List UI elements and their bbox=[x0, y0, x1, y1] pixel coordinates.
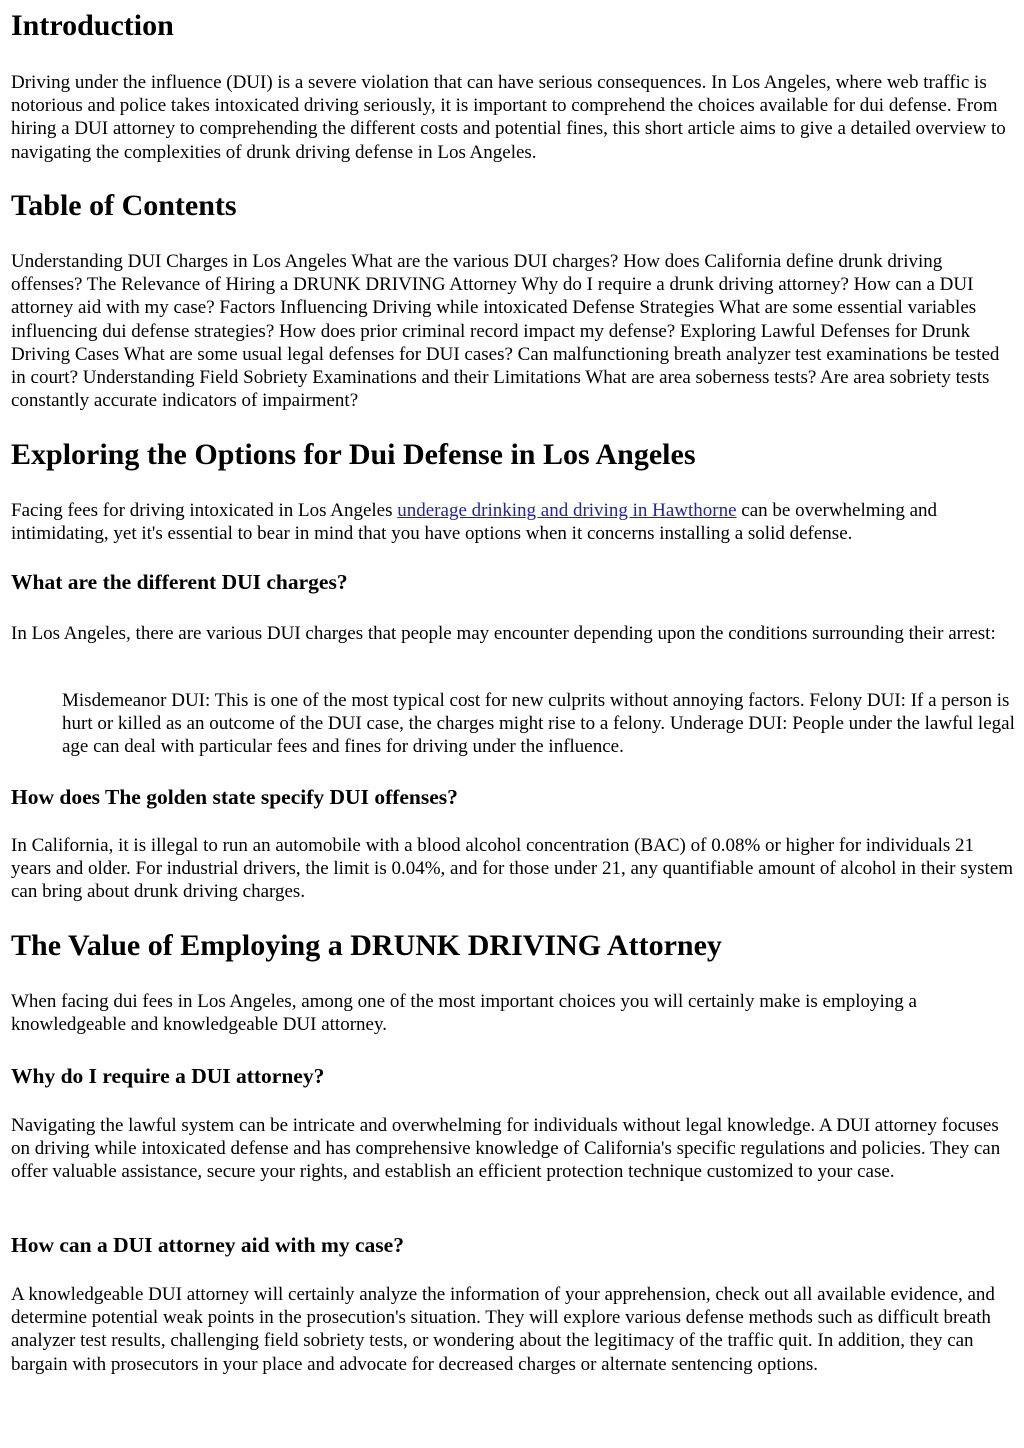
charges-quote: Misdemeanor DUI: This is one of the most typical cost for new culprits without annoying factors. Felony DUI: If a person is hurt or killed as an outcome of the DUI case, the charges might rise to a felony. Underage DUI: People under the lawful legal age can deal with particular fees and fines for driving under the influence. bbox=[62, 690, 1015, 758]
value-heading: The Value of Employing a DRUNK DRIVING Attorney bbox=[11, 929, 722, 962]
charges-paragraph: In Los Angeles, there are various DUI charges that people may encounter depending upon the conditions surrounding their arrest: bbox=[11, 623, 996, 644]
toc-paragraph: Understanding DUI Charges in Los Angeles What are the various DUI charges? How does California define drunk driving offenses? The Relevance of Hiring a DRUNK DRIVING Attorney Why do I require a drunk driving attorney? How can a DUI attorney aid with my case? Factors Influencing Driving while intoxicated Defense Strategies What are some essential variables influencing dui defense strategies? How does prior criminal record impact my defense? Exploring Lawful Defenses for Drunk Driving Cases What are some usual legal defenses for DUI cases? Can malfunctioning breath analyzer test examinations be tested in court? Understanding Field Sobriety Examinations and their Limitations What are area soberness tests? Are area sobriety tests constantly accurate indicators of impairment? bbox=[11, 251, 1000, 412]
hawthorne-link[interactable]: underage drinking and driving in Hawthorne bbox=[397, 500, 737, 521]
value-paragraph: When facing dui fees in Los Angeles, among one of the most important choices you will certainly make is employing a knowledgeable and knowledgeable DUI attorney. bbox=[11, 991, 917, 1036]
golden-state-heading: How does The golden state specify DUI offenses? bbox=[11, 785, 458, 809]
why-paragraph: Navigating the lawful system can be intricate and overwhelming for individuals without legal knowledge. A DUI attorney focuses on driving while intoxicated defense and has comprehensive knowledge of California's specific regulations and policies. They can offer valuable assistance, secure your rights, and establish an efficient protection technique customized to your case. bbox=[11, 1115, 1001, 1183]
toc-heading: Table of Contents bbox=[11, 189, 237, 222]
aid-heading: How can a DUI attorney aid with my case? bbox=[11, 1233, 404, 1257]
why-heading: Why do I require a DUI attorney? bbox=[11, 1064, 325, 1088]
options-text-before: Facing fees for driving intoxicated in Los Angeles bbox=[11, 500, 398, 521]
introduction-heading: Introduction bbox=[11, 9, 174, 42]
charges-heading: What are the different DUI charges? bbox=[11, 570, 348, 594]
options-heading: Exploring the Options for Dui Defense in Los Angeles bbox=[11, 438, 696, 471]
options-paragraph bbox=[11, 499, 1015, 545]
introduction-paragraph: Driving under the influence (DUI) is a severe violation that can have serious consequences. In Los Angeles, where web traffic is notorious and police takes intoxicated driving seriously, it is important to comprehend the choices available for dui defense. From hiring a DUI attorney to comprehending the different costs and potential fines, this short article aims to give a detailed overview to navigating the complexities of drunk driving defense in Los Angeles. bbox=[11, 72, 1006, 163]
golden-state-paragraph: In California, it is illegal to run an automobile with a blood alcohol concentration (BAC) of 0.08% or higher for individuals 21 years and older. For industrial drivers, the limit is 0.04%, and for those under 21, any quantifiable amount of alcohol in their system can bring about drunk driving charges. bbox=[11, 835, 1014, 903]
options-text-after: can be overwhelming and intimidating, yet it's essential to bear in mind that you have options when it concerns installing a solid defense. bbox=[11, 500, 938, 545]
aid-paragraph: A knowledgeable DUI attorney will certainly analyze the information of your apprehension, check out all available evidence, and determine potential weak points in the prosecution's situation. They will explore various defense methods such as difficult breath analyzer test results, challenging field sobriety tests, or wondering about the legitimacy of the traffic quit. In addition, they can bargain with prosecutors in your place and advocate for decreased charges or alternate sentencing options. bbox=[11, 1284, 995, 1375]
